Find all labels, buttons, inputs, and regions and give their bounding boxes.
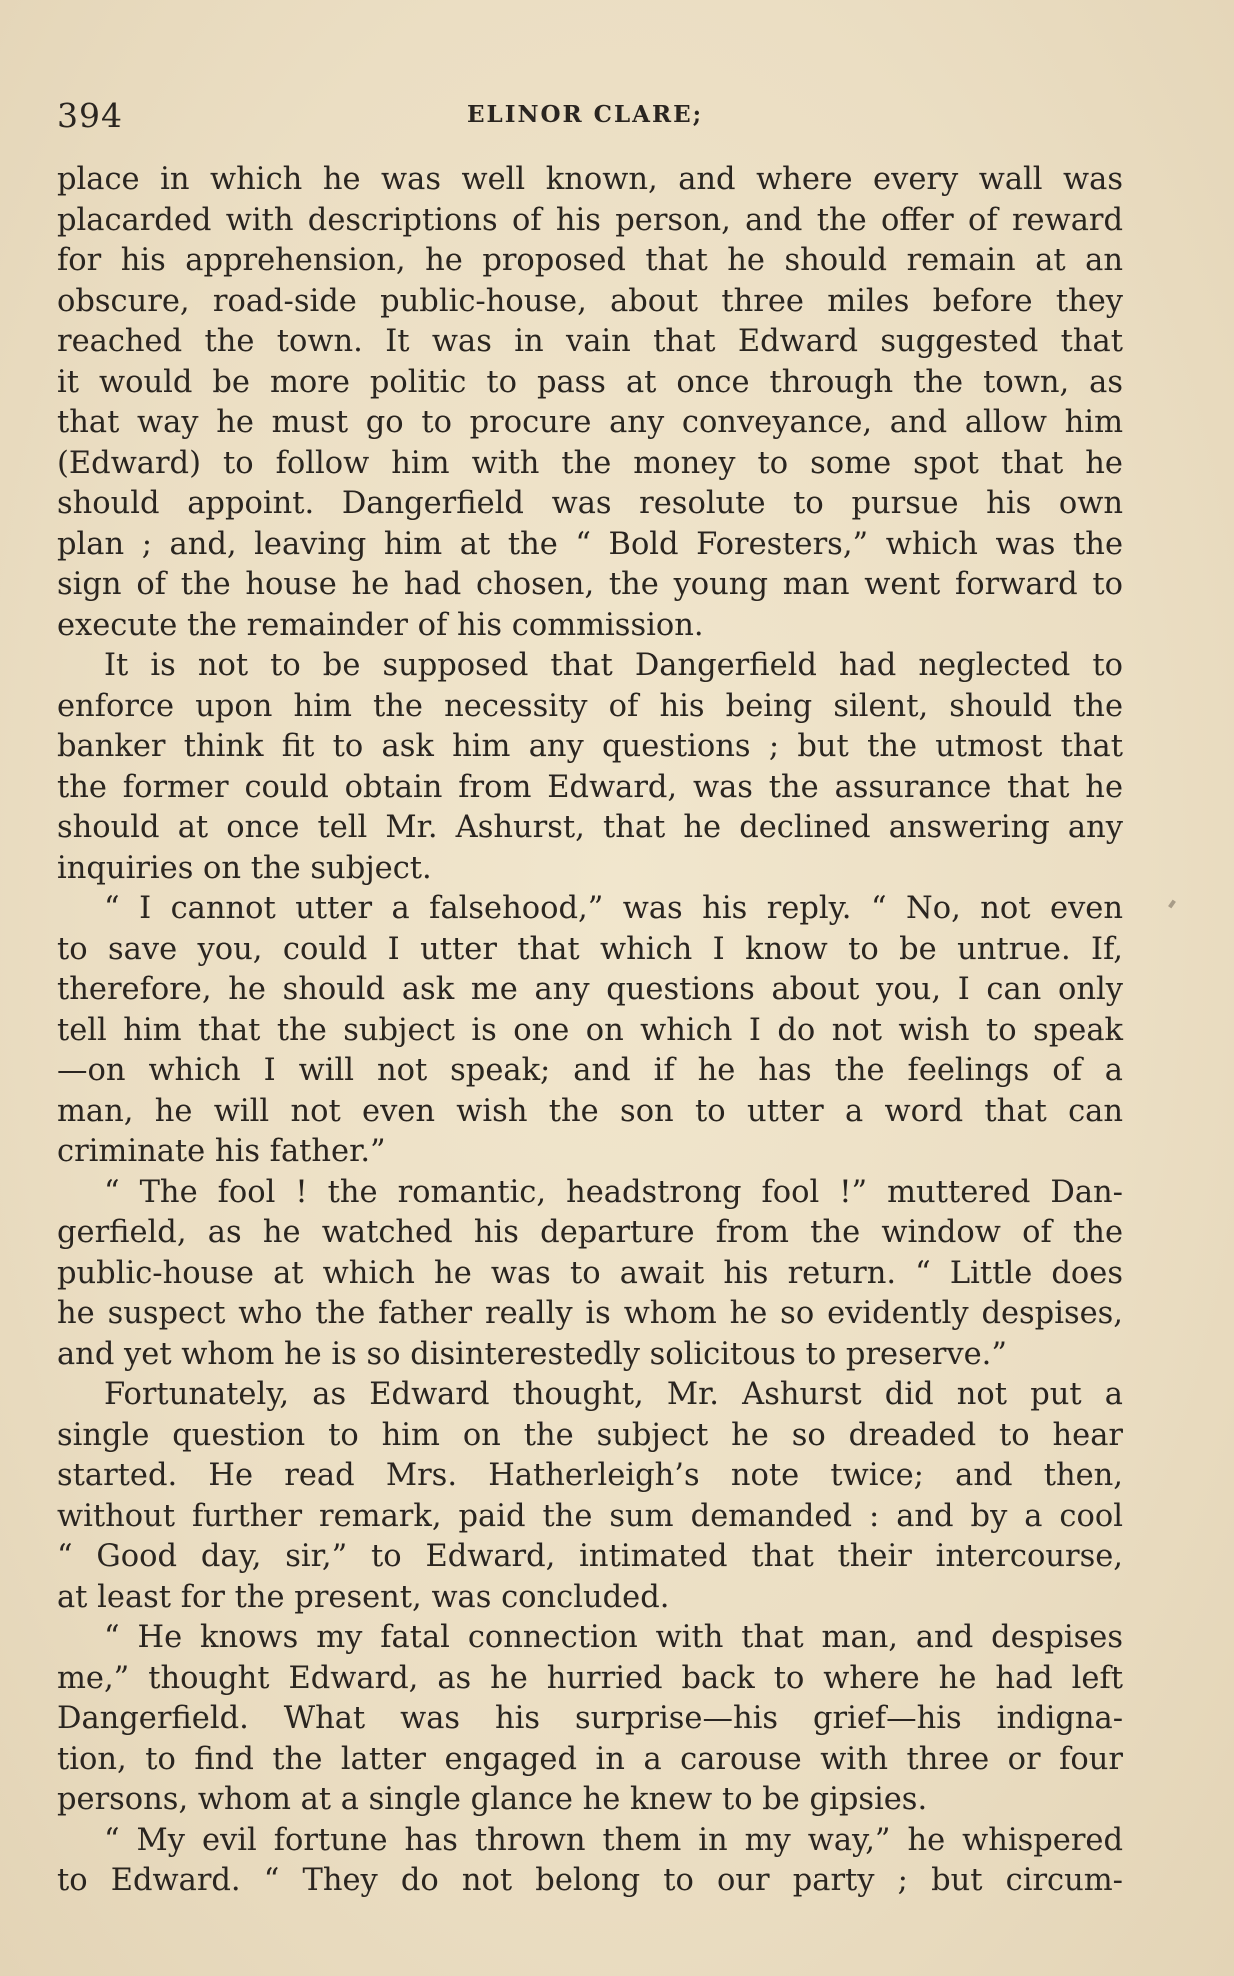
- text-line: to save you, could I utter that which I know to be untrue. If,: [57, 931, 1123, 967]
- text-line: it would be more politic to pass at once through the town, as: [57, 364, 1123, 400]
- text-line: public-house at which he was to await his return. “ Little does: [57, 1255, 1123, 1291]
- text-line: plan ; and, leaving him at the “ Bold Foresters,” which was the: [57, 526, 1123, 562]
- text-line: to Edward. “ They do not belong to our party ; but circum-: [57, 1863, 1123, 1898]
- text-line: that way he must go to procure any conveyance, and allow him: [57, 405, 1123, 440]
- text-line: man, he will not even wish the son to utter a word that can: [57, 1093, 1123, 1129]
- text-line: tell him that the subject is one on which I do not wish to speak: [57, 1012, 1123, 1048]
- running-title: ELINOR CLARE;: [467, 101, 704, 128]
- paragraph-first-line: It is not to be supposed that Dangerfield had neglected to: [104, 648, 1123, 683]
- text-line: and yet whom he is so disinterestedly solicitous to preserve.”: [57, 1336, 1007, 1372]
- text-line: single question to him on the subject he so dreaded to hear: [57, 1417, 1123, 1453]
- text-line: at least for the present, was concluded.: [57, 1579, 670, 1615]
- text-line: sign of the house he had chosen, the young man went forward to: [57, 567, 1123, 602]
- text-line: —on which I will not speak; and if he has the feelings of a: [57, 1053, 1123, 1088]
- text-line: without further remark, paid the sum demanded : and by a cool: [57, 1498, 1123, 1534]
- text-line: banker think fit to ask him any questions ; but the utmost that: [57, 729, 1123, 764]
- text-line: Dangerfield. What was his surprise—his grief—his indigna-: [57, 1701, 1123, 1736]
- paragraph-first-line: “ The fool ! the romantic, headstrong fool !” muttered Dan-: [104, 1174, 1123, 1210]
- text-line: inquiries on the subject.: [57, 850, 432, 886]
- body-text: [57, 160, 1123, 1902]
- text-line: criminate his father.”: [57, 1134, 386, 1169]
- text-line: place in which he was well known, and where every wall was: [57, 162, 1123, 197]
- paragraph-first-line: “ I cannot utter a falsehood,” was his reply. “ No, not even: [104, 891, 1123, 926]
- text-line: gerfield, as he watched his departure from the window of the: [57, 1215, 1123, 1250]
- text-line: he suspect who the father really is whom he so evidently despises,: [57, 1296, 1123, 1331]
- page-number: 394: [57, 96, 123, 135]
- text-line: obscure, road-side public-house, about three miles before they: [57, 283, 1123, 319]
- text-line: the former could obtain from Edward, was the assurance that he: [57, 769, 1123, 805]
- text-line: (Edward) to follow him with the money to some spot that he: [57, 445, 1123, 481]
- text-line: should appoint. Dangerfield was resolute to pursue his own: [57, 486, 1123, 521]
- paragraph-first-line: “ He knows my fatal connection with that man, and despises: [104, 1620, 1123, 1655]
- text-line: execute the remainder of his commission.: [57, 607, 704, 643]
- text-line: tion, to find the latter engaged in a carouse with three or four: [57, 1741, 1123, 1777]
- paragraph-first-line: Fortunately, as Edward thought, Mr. Ashurst did not put a: [104, 1377, 1123, 1412]
- text-line: for his apprehension, he proposed that he should remain at an: [57, 243, 1123, 278]
- text-line: placarded with descriptions of his person, and the offer of reward: [57, 202, 1123, 238]
- stray-ink-mark: [1168, 900, 1176, 909]
- running-head: [57, 96, 1123, 136]
- paragraph-first-line: “ My evil fortune has thrown them in my way,” he whispered: [104, 1822, 1123, 1858]
- text-line: reached the town. It was in vain that Edward suggested that: [57, 324, 1123, 359]
- text-line: me,” thought Edward, as he hurried back to where he had left: [57, 1660, 1123, 1696]
- text-line: started. He read Mrs. Hatherleigh’s note twice; and then,: [57, 1458, 1123, 1493]
- text-line: therefore, he should ask me any questions about you, I can only: [57, 972, 1123, 1007]
- text-line: should at once tell Mr. Ashurst, that he declined answering any: [57, 810, 1123, 845]
- text-line: enforce upon him the necessity of his being silent, should the: [57, 688, 1123, 724]
- text-line: “ Good day, sir,” to Edward, intimated that their intercourse,: [57, 1539, 1123, 1574]
- text-line: persons, whom at a single glance he knew to be gipsies.: [57, 1782, 928, 1817]
